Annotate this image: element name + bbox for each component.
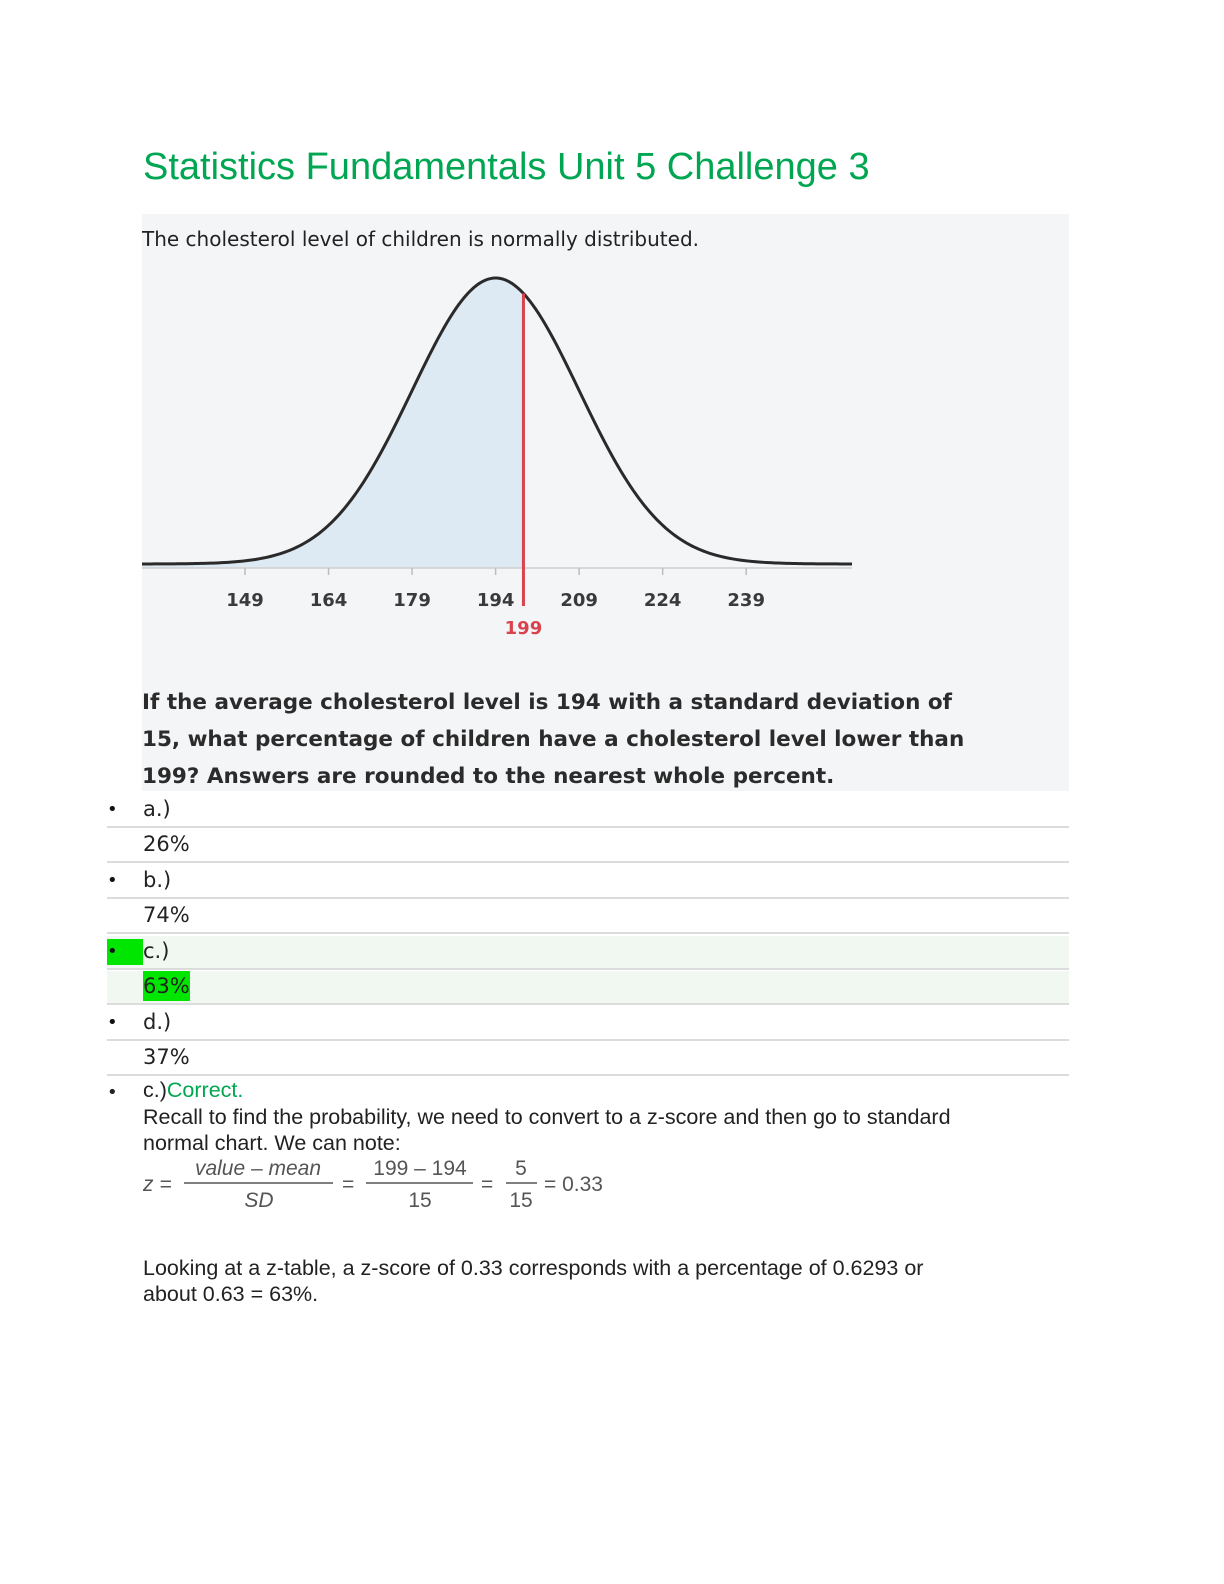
option-a-letter: a.) (143, 797, 171, 821)
option-c-letter: c.) (143, 939, 170, 963)
feedback-line-2: normal chart. We can note: (143, 1131, 401, 1155)
option-c-letter-row[interactable] (107, 936, 1069, 970)
option-b-letter: b.) (143, 868, 172, 892)
option-d-value: 37% (143, 1045, 190, 1069)
option-a-letter-row[interactable] (107, 794, 1069, 828)
option-b-value: 74% (143, 903, 190, 927)
option-b-value-row[interactable] (107, 900, 1069, 934)
formula-den-3: 15 (509, 1189, 533, 1212)
feedback-heading (143, 1078, 243, 1103)
option-a-value: 26% (143, 832, 190, 856)
formula-num-3: 5 (515, 1157, 527, 1180)
feedback-answer: c.) (143, 1078, 167, 1102)
x-axis-ticks (226, 568, 765, 611)
feedback-explanation (143, 1104, 1063, 1156)
bullet-icon: • (107, 870, 118, 891)
question-line-3: 199? Answers are rounded to the nearest whole percent. (142, 764, 835, 789)
conclusion-line-2: about 0.63 = 63%. (143, 1282, 319, 1306)
question-line-1: If the average cholesterol level is 194 with a standard deviation of (142, 690, 952, 715)
feedback-conclusion (143, 1255, 1063, 1307)
x-tick-label-179: 179 (393, 590, 431, 611)
option-c-value: 63% (143, 971, 190, 1001)
bullet-icon: • (107, 1012, 118, 1033)
bullet-icon: • (107, 799, 118, 820)
option-b-letter-row[interactable] (107, 865, 1069, 899)
x-tick-label-164: 164 (309, 590, 348, 611)
formula-num-2: 199 – 194 (373, 1157, 467, 1180)
x-tick-label-239: 239 (727, 590, 765, 611)
formula-den-1: SD (244, 1189, 274, 1212)
question-intro: The cholesterol level of children is normally distributed. (142, 227, 700, 251)
option-a-value-row[interactable] (107, 829, 1069, 863)
feedback-verdict: Correct. (166, 1078, 244, 1102)
bullet-icon: • (107, 1082, 118, 1103)
x-tick-label-194: 194 (476, 590, 515, 611)
x-tick-label-209: 209 (560, 590, 598, 611)
x-tick-label-224: 224 (643, 590, 682, 611)
z-score-formula (140, 1150, 640, 1220)
question-line-2: 15, what percentage of children have a cholesterol level lower than (142, 727, 965, 752)
conclusion-line-1: Looking at a z-table, a z-score of 0.33 corresponds with a percentage of 0.6293 or (143, 1256, 924, 1280)
formula-eq-1: = (342, 1173, 355, 1196)
option-d-value-row[interactable] (107, 1042, 1069, 1076)
formula-result: = 0.33 (544, 1173, 603, 1196)
formula-eq-2: = (481, 1173, 494, 1196)
x-tick-label-149: 149 (226, 590, 264, 611)
question-panel (142, 214, 1069, 791)
normal-distribution-chart (142, 264, 862, 649)
formula-den-2: 15 (408, 1189, 432, 1212)
bullet-icon: • (107, 941, 118, 962)
option-d-letter-row[interactable] (107, 1007, 1069, 1041)
question-text (142, 684, 1069, 795)
formula-lhs: z = (143, 1173, 172, 1196)
option-c-value-row[interactable] (107, 971, 1069, 1005)
shaded-area-below-199 (142, 278, 523, 568)
marker-label-199: 199 (504, 618, 543, 639)
feedback-line-1: Recall to find the probability, we need to convert to a z-score and then go to standard (143, 1105, 951, 1129)
document-title: Statistics Fundamentals Unit 5 Challenge 3 (143, 146, 870, 188)
formula-num-1: value – mean (194, 1157, 322, 1180)
option-d-letter: d.) (143, 1010, 172, 1034)
